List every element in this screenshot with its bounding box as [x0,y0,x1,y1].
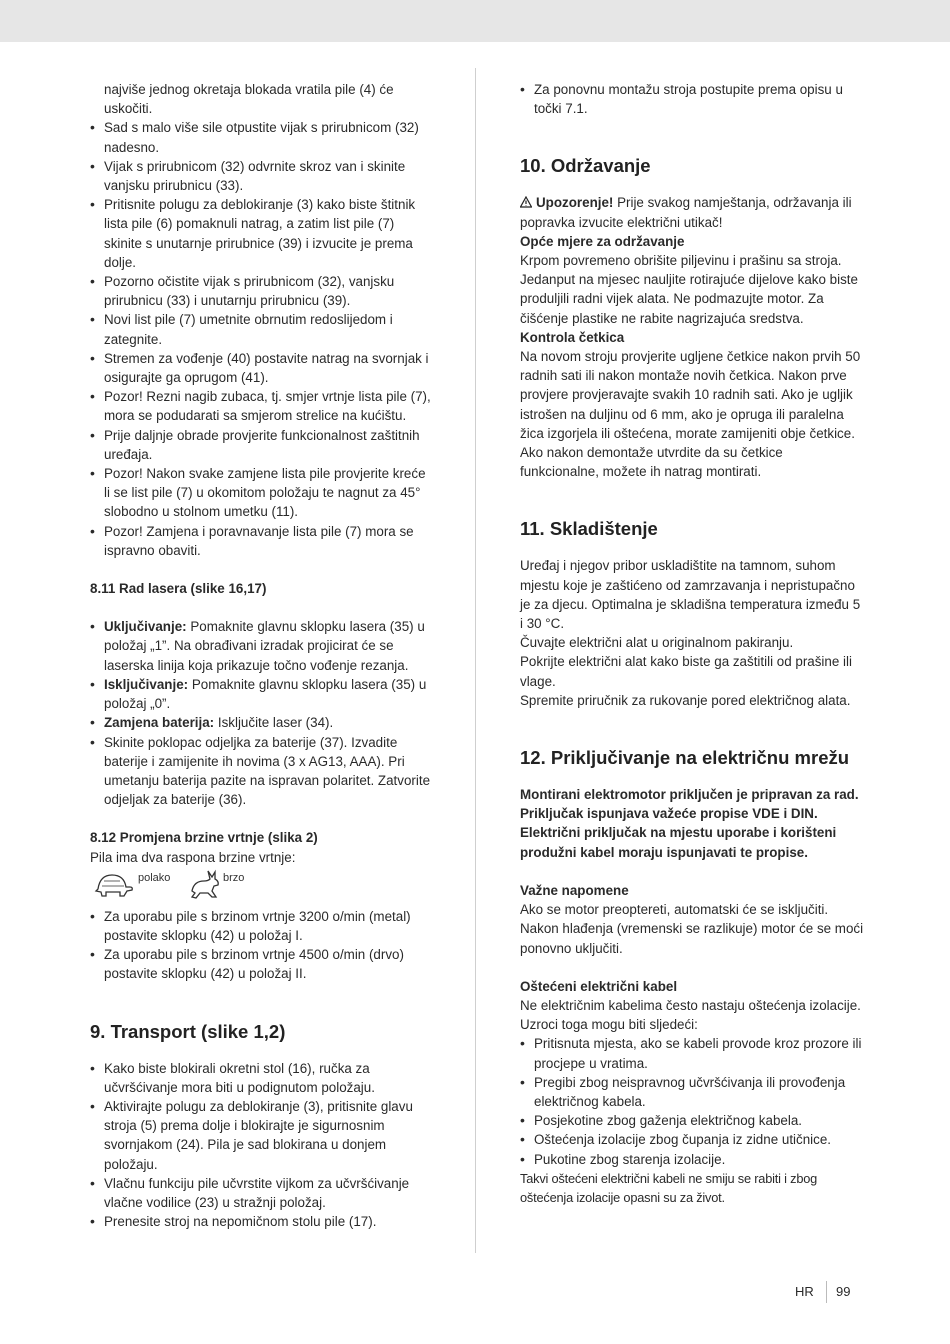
general-maintenance-text: Krpom povremeno obrišite piljevinu i prašinu sa stroja. Jedanput na mjesec nauljite rotirajuće dijelove kako biste produljili radni vijek alata. Ne podmazujte motor. Za čišćenje plastike ne rabite nagrizajuća sredstva. [520,253,858,326]
warning-text: Prije svakog namještanja, održavanja ili popravka izvucite električni utikač! [520,195,852,230]
rabbit-icon [188,869,222,901]
list-item [90,675,435,713]
laser-off-label: Isključivanje: [104,676,189,692]
list-item: • Pritisnite polugu za deblokiranje (3) kako biste štitnik lista pile (6) pomaknuli natrag, a zatim list pile (7) skinite s unutarnje prirubnice (39) i izvucite je prema dolje. [90,195,435,272]
list-item: • Pozor! Zamjena i poravnavanje lista pile (7) mora se ispravno obaviti. [90,522,435,560]
list-item: • Sad s malo više sile otpustite vijak s prirubnicom (32) nadesno. [90,118,435,156]
list-item [90,713,435,732]
page-number: 99 [836,1284,851,1299]
laser-on-text: Pomaknite glavnu sklopku lasera (35) u položaj „1”. Na obrađivani izradak projicirat će se laserska linija koja prikazuje točno vođenje rezanja. [104,619,425,673]
list-item [90,617,435,675]
list-item: • Skinite poklopac odjeljka za baterije (37). Izvadite baterije i zamijenite ih novima (3 x AG13, AAA). Pri umetanju baterija pazite na ispravan polaritet. Zatvorite odjeljak za baterije (36). [90,733,435,810]
list-item: • Posjekotine zbog gaženja električnog kabela. [520,1111,865,1130]
laser-list [90,617,435,809]
brush-check-heading: Kontrola četkica [520,329,625,345]
list-item: • Pukotine zbog starenja izolacije. [520,1150,865,1169]
speed-list [90,907,435,984]
battery-text: Isključite laser (34). [214,715,334,731]
list-item: • Aktivirajte polugu za deblokiranje (3), pritisnite glavu stroja (5) prema dolje i blokirajte je sigurnosnim svornjakom (24). Pila je sad blokirana u donjem položaju. [90,1097,435,1174]
list-item: • Kako biste blokirali okretni stol (16), ručka za učvršćivanje mora biti u podignutom položaju. [90,1059,435,1097]
speed-intro: Pila ima dva raspona brzine vrtnje: [90,849,296,865]
cable-heading: Oštećeni električni kabel [520,978,678,994]
notes-text: Ako se motor preoptereti, automatski će se isključiti. Nakon hlađenja (vremenski se razlikuje) motor će se moći ponovno uključiti. [520,902,864,956]
list-item: • Vijak s prirubnicom (32) odvrnite skroz van i skinite vanjsku prirubnicu (33). [90,157,435,195]
notes-heading: Važne napomene [520,882,629,898]
laser-on-label: Uključivanje: [104,619,187,635]
list-item: • Pregibi zbog neispravnog učvršćivanja ili provođenja električnog kabela. [520,1073,865,1111]
battery-label: Zamjena baterija: [104,715,215,731]
transport-heading: 9. Transport (slike 1,2) [90,1020,286,1042]
list-item: • Za uporabu pile s brzinom vrtnje 3200 o/min (metal) postavite sklopku (42) u položaj I. [90,907,435,945]
causes-intro: Uzroci toga mogu biti sljedeći: [520,1017,698,1033]
power-heading: 12. Priključivanje na električnu mrežu [520,747,850,769]
language-code: HR [795,1284,814,1299]
closing-text: Takvi oštećeni električni kabeli ne smiju se rabiti i zbog oštećenja izolacije opasni su za život. [520,1170,818,1205]
storage-text: Uređaj i njegov pribor uskladištite na tamnom, suhom mjestu koje je zaštićeno od zamrzavanja i nepristupačno je za djecu. Optimalna je skladišna temperatura između 5 i 30 °C. [520,558,861,632]
power-bold-text: Montirani elektromotor priključen je pripravan za rad. Priključak ispunjava važeće propise VDE i DIN. Električni priključak na mjestu uporabe i korišteni produžni kabel moraju ispunjavati te propise. [520,787,859,860]
brush-check-text: Na novom stroju provjerite ugljene četkice nakon prvih 50 radnih sati ili nakon montaže novih četkica. Nakon prve provjere provjeravajte svakih 10 radnih sati. Ako je ugljik istrošen na duljinu od 6 mm, ako je opruga ili paralelna žica izgorjela ili oštećena, morate zamijeniti obje četkice. Ako nakon demontaže utvrdite da su četkice funkcionalne, možete ih natrag montirati. [520,349,861,480]
storage-text: Spremite priručnik za rukovanje pored električnog alata. [520,692,851,708]
storage-text: Čuvajte električni alat u originalnom pakiranju. [520,635,794,651]
warning-label: Upozorenje! [536,195,614,211]
warning-paragraph [520,193,865,231]
speed-icons [90,869,435,907]
list-item: • Pozorno očistite vijak s prirubnicom (32), vanjsku prirubnicu (33) i unutarnju prirubnicu (39). [90,272,435,310]
storage-text: Pokrijte električni alat kako biste ga zaštitili od prašine ili vlage. [520,654,852,689]
list-item: • Novi list pile (7) umetnite obrnutim redoslijedom i zategnite. [90,310,435,348]
list-item: • Prije daljnje obrade provjerite funkcionalnost zaštitnih uređaja. [90,426,435,464]
maintenance-heading: 10. Održavanje [520,155,651,177]
right-column [520,80,865,1207]
transport-list [90,1059,435,1232]
warning-icon [520,196,532,208]
speed-heading: 8.12 Promjena brzine vrtnje (slika 2) [90,830,318,846]
turtle-icon [92,869,134,899]
column-divider [475,68,476,1253]
saw-blade-steps-list [90,80,435,560]
list-item: • Vlačnu funkciju pile učvrstite vijkom za učvršćivanje vlačne vodilice (23) u stražnji položaj. [90,1174,435,1212]
list-item: • Pozor! Rezni nagib zubaca, tj. smjer vrtnje lista pile (7), mora se podudarati sa smjerom strelice na kućištu. [90,387,435,425]
laser-off-text: Pomaknite glavnu sklopku lasera (35) u položaj „0”. [104,676,427,712]
list-item: • Pritisnuta mjesta, ako se kabeli provode kroz prozore ili procjepe u vratima. [520,1034,865,1072]
list-item: najviše jednog okretaja blokada vratila pile (4) će uskočiti. [104,82,394,117]
causes-list [520,1034,865,1168]
left-column [90,80,435,1231]
top-bar [0,0,950,42]
fast-label: brzo [223,871,245,884]
list-item: • Prenesite stroj na nepomičnom stolu pile (17). [90,1212,435,1231]
slow-label: polako [138,871,171,884]
footer-separator [826,1281,827,1303]
list-item: • Stremen za vođenje (40) postavite natrag na svornjak i osigurajte ga oprugom (41). [90,349,435,387]
storage-heading: 11. Skladištenje [520,518,658,540]
list-item: • Pozor! Nakon svake zamjene lista pile provjerite kreće li se list pile (7) u okomitom položaju te nagnut za 45° slobodno u stolnom umetku (11). [90,464,435,522]
list-item: • Za ponovnu montažu stroja postupite prema opisu u točki 7.1. [520,80,865,118]
general-maintenance-heading: Opće mjere za održavanje [520,233,685,249]
list-item: • Za uporabu pile s brzinom vrtnje 4500 o/min (drvo) postavite sklopku (42) u položaj II. [90,945,435,983]
cable-text: Ne električnim kabelima često nastaju oštećenja izolacije. [520,997,861,1013]
laser-heading: 8.11 Rad lasera (slike 16,17) [90,581,267,597]
list-item: • Oštećenja izolacije zbog čupanja iz zidne utičnice. [520,1130,865,1149]
reassembly-list [520,80,865,118]
